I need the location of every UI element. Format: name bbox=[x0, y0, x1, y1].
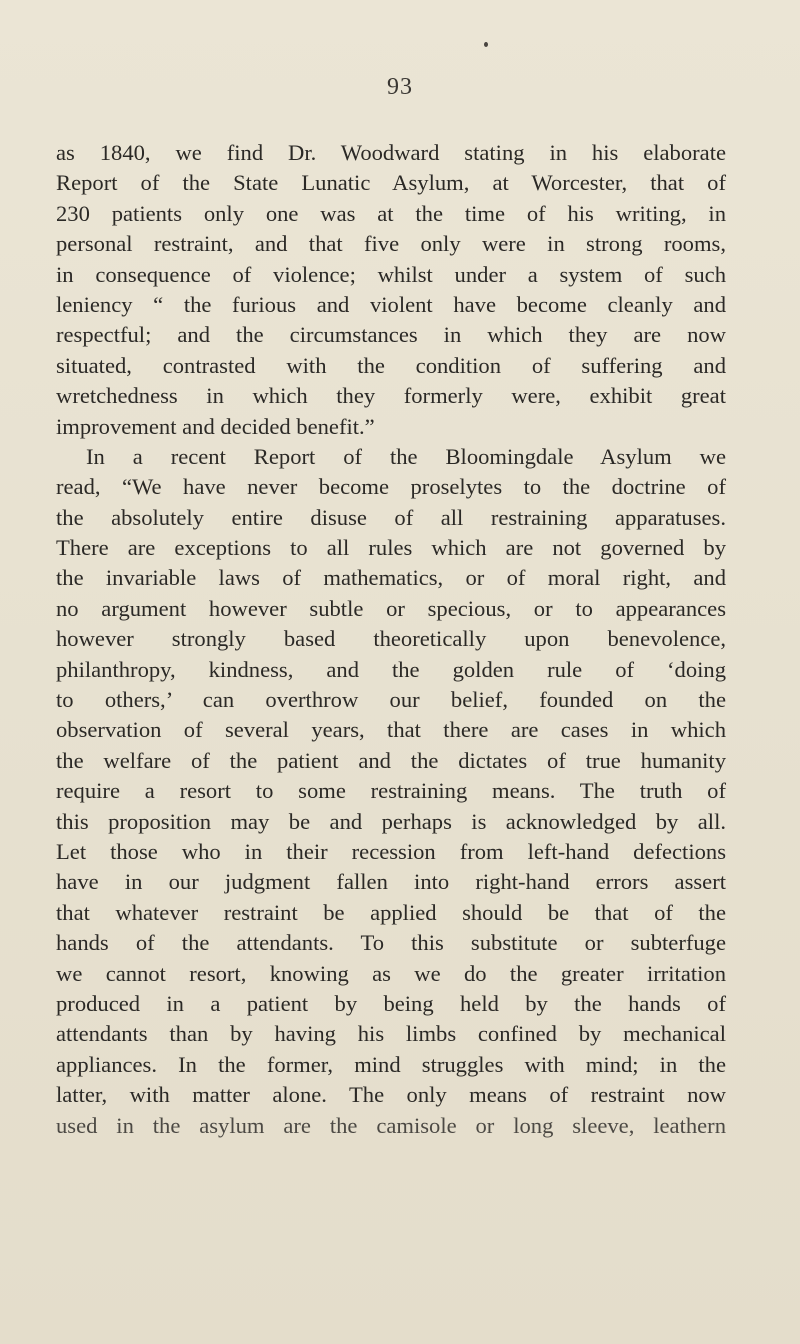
text-line: appliances. In the former, mind struggles with mind; in the bbox=[56, 1051, 726, 1077]
body-text bbox=[56, 138, 726, 1141]
text-line: the invariable laws of mathematics, or of moral right, and bbox=[56, 565, 726, 591]
text-line: have in our judgment fallen into right-hand errors assert bbox=[56, 869, 726, 895]
text-line: leniency “ the furious and violent have become cleanly and bbox=[56, 291, 726, 317]
text-line: as 1840, we find Dr. Woodward stating in his elaborate bbox=[56, 140, 726, 165]
text-line: personal restraint, and that five only were in strong rooms, bbox=[56, 231, 726, 257]
text-line: in consequence of violence; whilst under a system of such bbox=[56, 261, 726, 287]
text-line: no argument however subtle or specious, or to appearances bbox=[56, 595, 726, 621]
text-line: that whatever restraint be applied should be that of the bbox=[56, 899, 726, 925]
text-line: situated, contrasted with the condition of suffering and bbox=[56, 352, 726, 378]
text-line: this proposition may be and perhaps is acknowledged by all. bbox=[56, 808, 726, 834]
text-line: wretchedness in which they formerly were, exhibit great bbox=[56, 383, 726, 409]
text-line: 230 patients only one was at the time of his writing, in bbox=[56, 200, 726, 226]
text-line: observation of several years, that there are cases in which bbox=[56, 717, 726, 743]
text-line: There are exceptions to all rules which are not governed by bbox=[56, 535, 726, 561]
text-line: we cannot resort, knowing as we do the greater irritation bbox=[56, 960, 726, 986]
page-number: 93 bbox=[387, 74, 413, 100]
text-line: the welfare of the patient and the dictates of true humanity bbox=[56, 747, 726, 773]
text-line: used in the asylum are the camisole or long sleeve, leathern bbox=[56, 1112, 726, 1138]
text-line: hands of the attendants. To this substitute or subterfuge bbox=[56, 930, 726, 956]
text-line: produced in a patient by being held by the hands of bbox=[56, 990, 726, 1016]
text-line: require a resort to some restraining means. The truth of bbox=[56, 778, 726, 804]
text-line: Report of the State Lunatic Asylum, at Worcester, that of bbox=[56, 170, 726, 196]
text-line: latter, with matter alone. The only means of restraint now bbox=[56, 1082, 726, 1108]
text-line: attendants than by having his limbs confined by mechanical bbox=[56, 1021, 726, 1047]
text-line: the absolutely entire disuse of all restraining apparatuses. bbox=[56, 504, 726, 530]
paragraph-start-line: In a recent Report of the Bloomingdale Asylum we bbox=[86, 443, 726, 469]
text-line: however strongly based theoretically upon benevolence, bbox=[56, 626, 726, 652]
text-line: read, “We have never become proselytes to the doctrine of bbox=[56, 474, 726, 500]
text-line: improvement and decided benefit.” bbox=[56, 413, 375, 439]
text-line: to others,’ can overthrow our belief, founded on the bbox=[56, 687, 726, 713]
text-line: philanthropy, kindness, and the golden rule of ‘doing bbox=[56, 656, 726, 682]
ink-speck bbox=[484, 42, 488, 47]
text-line: respectful; and the circumstances in which they are now bbox=[56, 322, 726, 348]
text-line: Let those who in their recession from left-hand defections bbox=[56, 838, 726, 864]
